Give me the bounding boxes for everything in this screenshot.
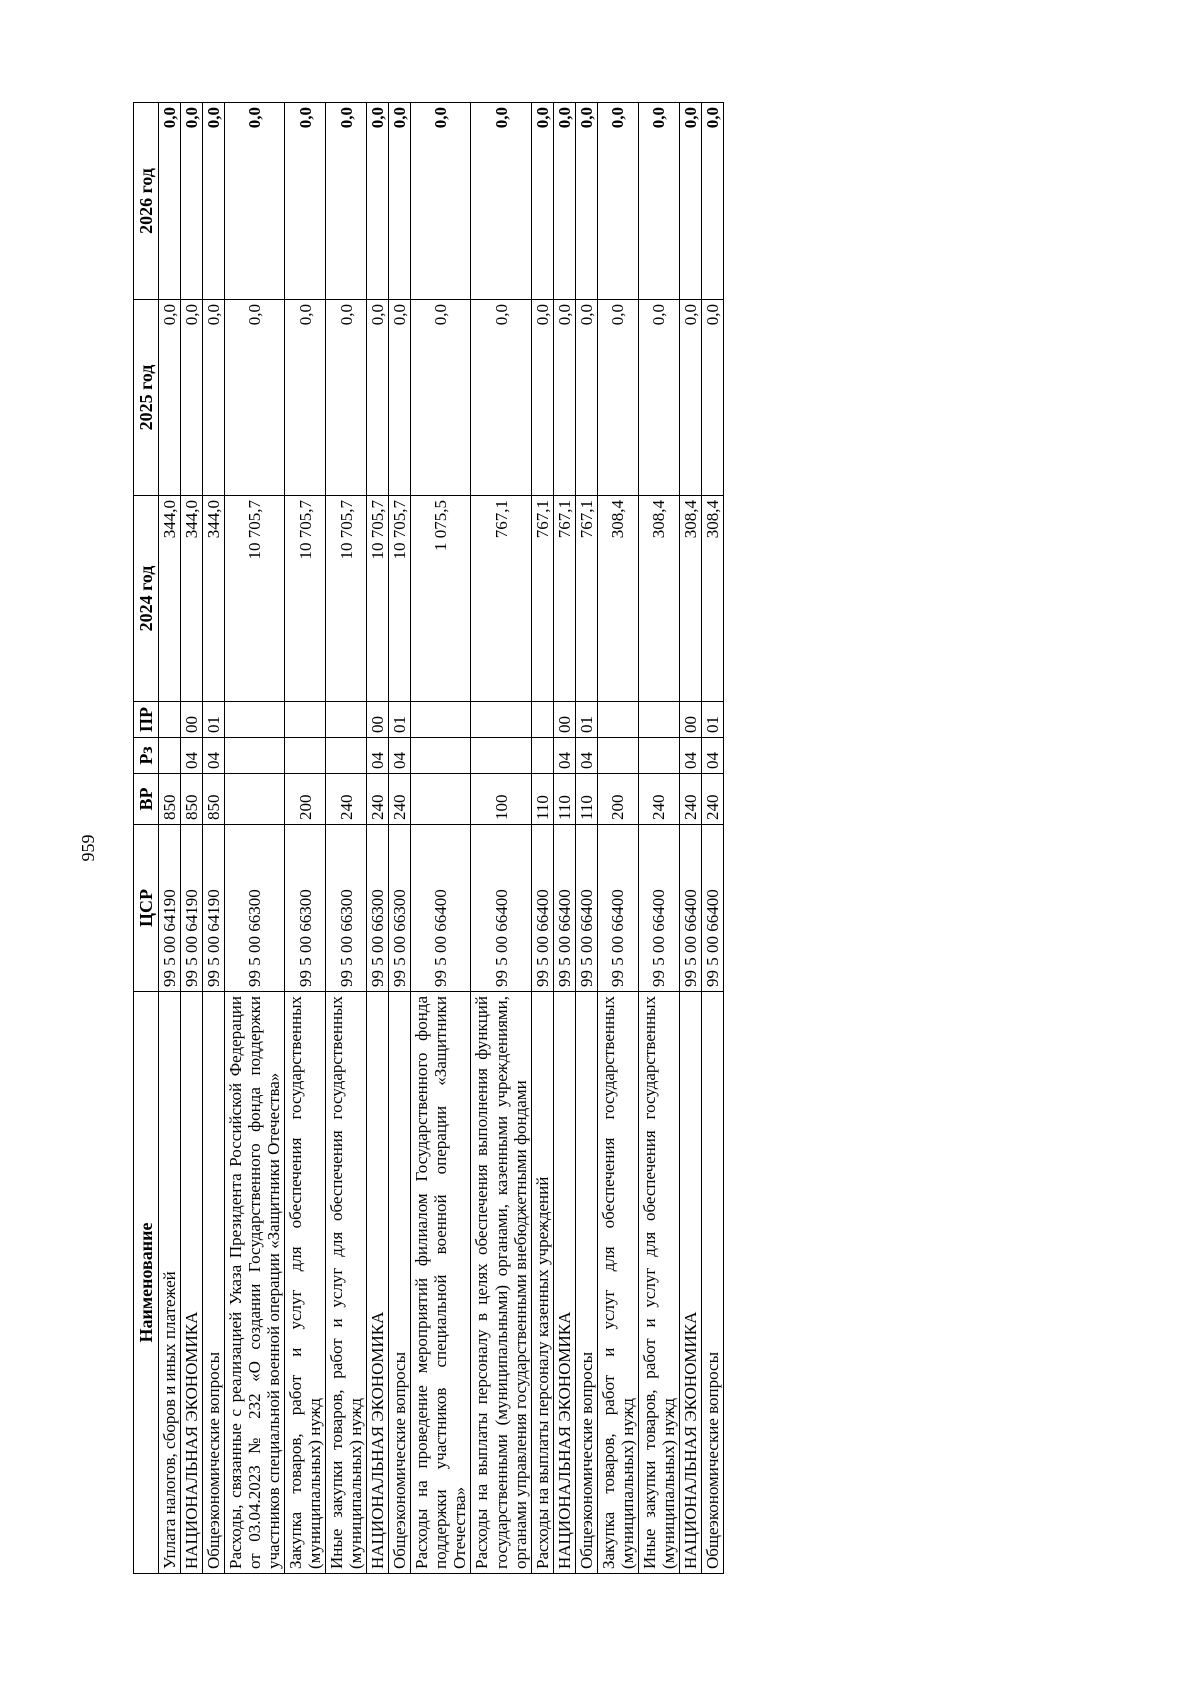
table-row	[679, 103, 701, 1574]
cell-csr: 99 5 00 66400	[553, 825, 575, 992]
cell-name: Расходы на проведение мероприятий филиалом Государственного фонда поддержки участников специальной военной операции «Защитники Отечества»	[411, 992, 471, 1574]
cell-name: Расходы на выплаты персоналу казенных учреждений	[531, 992, 553, 1574]
cell-rz	[597, 738, 638, 774]
cell-2026: 0,0	[471, 103, 531, 300]
cell-2025: 0,0	[701, 300, 723, 496]
cell-rz: 04	[181, 738, 203, 774]
cell-2024: 308,4	[679, 496, 701, 702]
cell-name: Расходы на выплаты персоналу в целях обеспечения выполнения функций государственными (муниципальными) органами, казенными учреждениями, органами управления государственными внебюджетными фондами	[471, 992, 531, 1574]
cell-2024: 308,4	[701, 496, 723, 702]
cell-rz	[638, 738, 679, 774]
cell-name: Иные закупки товаров, работ и услуг для обеспечения государственных (муниципальных) нужд	[326, 992, 367, 1574]
cell-2024: 10 705,7	[225, 496, 285, 702]
cell-vr: 240	[638, 774, 679, 825]
cell-pr: 00	[367, 702, 389, 738]
cell-2025: 0,0	[411, 300, 471, 496]
cell-2026: 0,0	[389, 103, 411, 300]
cell-name: Уплата налогов, сборов и иных платежей	[159, 992, 181, 1574]
table-row	[531, 103, 553, 1574]
cell-name: НАЦИОНАЛЬНАЯ ЭКОНОМИКА	[553, 992, 575, 1574]
cell-name: Общеэкономические вопросы	[203, 992, 225, 1574]
cell-name: Общеэкономические вопросы	[701, 992, 723, 1574]
cell-2025: 0,0	[638, 300, 679, 496]
cell-name: Общеэкономические вопросы	[575, 992, 597, 1574]
page-number: 959	[78, 834, 98, 862]
cell-pr: 00	[679, 702, 701, 738]
table-row	[225, 103, 285, 1574]
cell-csr: 99 5 00 66400	[701, 825, 723, 992]
cell-pr	[531, 702, 553, 738]
cell-csr: 99 5 00 66300	[389, 825, 411, 992]
cell-2024: 308,4	[638, 496, 679, 702]
table-row	[471, 103, 531, 1574]
cell-2025: 0,0	[531, 300, 553, 496]
table-row	[367, 103, 389, 1574]
cell-rz	[285, 738, 326, 774]
table-row	[203, 103, 225, 1574]
cell-2025: 0,0	[326, 300, 367, 496]
cell-csr: 99 5 00 66400	[575, 825, 597, 992]
cell-2026: 0,0	[285, 103, 326, 300]
cell-pr: 01	[575, 702, 597, 738]
cell-vr: 240	[679, 774, 701, 825]
cell-vr: 200	[285, 774, 326, 825]
cell-2025: 0,0	[159, 300, 181, 496]
cell-rz: 04	[553, 738, 575, 774]
cell-2024: 344,0	[203, 496, 225, 702]
cell-csr: 99 5 00 66400	[471, 825, 531, 992]
cell-rz: 04	[575, 738, 597, 774]
cell-vr: 850	[181, 774, 203, 825]
header-row	[134, 103, 159, 1574]
cell-2025: 0,0	[389, 300, 411, 496]
table-row	[411, 103, 471, 1574]
cell-2024: 1 075,5	[411, 496, 471, 702]
cell-2026: 0,0	[553, 103, 575, 300]
cell-name: Расходы, связанные с реализацией Указа Президента Российской Федерации от 03.04.2023 № 232 «О создании Государственного фонда поддержки участников специальной военной операции «Защитники Отечества»	[225, 992, 285, 1574]
cell-vr: 850	[159, 774, 181, 825]
cell-csr: 99 5 00 66400	[411, 825, 471, 992]
cell-2026: 0,0	[575, 103, 597, 300]
cell-2024: 767,1	[471, 496, 531, 702]
header-pr: ПР	[134, 702, 159, 738]
cell-2026: 0,0	[679, 103, 701, 300]
cell-csr: 99 5 00 66400	[679, 825, 701, 992]
cell-2026: 0,0	[531, 103, 553, 300]
cell-pr	[326, 702, 367, 738]
cell-pr	[471, 702, 531, 738]
cell-vr: 110	[575, 774, 597, 825]
cell-2024: 10 705,7	[285, 496, 326, 702]
cell-2024: 767,1	[531, 496, 553, 702]
cell-rz	[411, 738, 471, 774]
cell-2025: 0,0	[553, 300, 575, 496]
cell-csr: 99 5 00 64190	[159, 825, 181, 992]
cell-2025: 0,0	[181, 300, 203, 496]
table-row	[575, 103, 597, 1574]
cell-2025: 0,0	[203, 300, 225, 496]
header-rz: Рз	[134, 738, 159, 774]
cell-2025: 0,0	[285, 300, 326, 496]
cell-csr: 99 5 00 66300	[225, 825, 285, 992]
cell-csr: 99 5 00 66400	[531, 825, 553, 992]
header-2024: 2024 год	[134, 496, 159, 702]
cell-2024: 767,1	[553, 496, 575, 702]
cell-rz	[531, 738, 553, 774]
cell-name: НАЦИОНАЛЬНАЯ ЭКОНОМИКА	[679, 992, 701, 1574]
cell-pr	[159, 702, 181, 738]
cell-vr: 110	[553, 774, 575, 825]
cell-2025: 0,0	[575, 300, 597, 496]
cell-2026: 0,0	[203, 103, 225, 300]
cell-csr: 99 5 00 66300	[285, 825, 326, 992]
cell-2026: 0,0	[159, 103, 181, 300]
cell-vr	[411, 774, 471, 825]
cell-vr: 200	[597, 774, 638, 825]
table-row	[553, 103, 575, 1574]
cell-name: Общеэкономические вопросы	[389, 992, 411, 1574]
cell-rz	[225, 738, 285, 774]
cell-2025: 0,0	[679, 300, 701, 496]
cell-2025: 0,0	[471, 300, 531, 496]
cell-csr: 99 5 00 66400	[597, 825, 638, 992]
cell-rz: 04	[389, 738, 411, 774]
cell-pr: 00	[553, 702, 575, 738]
cell-rz	[159, 738, 181, 774]
cell-vr	[225, 774, 285, 825]
header-csr: ЦСР	[134, 825, 159, 992]
cell-csr: 99 5 00 64190	[203, 825, 225, 992]
header-name: Наименование	[134, 992, 159, 1574]
cell-pr	[597, 702, 638, 738]
cell-2024: 767,1	[575, 496, 597, 702]
cell-vr: 240	[326, 774, 367, 825]
cell-2025: 0,0	[597, 300, 638, 496]
cell-vr: 240	[389, 774, 411, 825]
cell-vr: 110	[531, 774, 553, 825]
cell-name: НАЦИОНАЛЬНАЯ ЭКОНОМИКА	[181, 992, 203, 1574]
cell-pr: 01	[203, 702, 225, 738]
cell-pr	[285, 702, 326, 738]
cell-2026: 0,0	[701, 103, 723, 300]
table-row	[181, 103, 203, 1574]
cell-vr: 100	[471, 774, 531, 825]
cell-rz	[471, 738, 531, 774]
budget-table-rotated	[133, 103, 724, 1574]
table-row	[285, 103, 326, 1574]
cell-2026: 0,0	[411, 103, 471, 300]
cell-2025: 0,0	[225, 300, 285, 496]
cell-2024: 10 705,7	[367, 496, 389, 702]
cell-rz: 04	[679, 738, 701, 774]
header-2026: 2026 год	[134, 103, 159, 300]
header-2025: 2025 год	[134, 300, 159, 496]
budget-table	[133, 102, 724, 1574]
cell-vr: 240	[701, 774, 723, 825]
header-vr: ВР	[134, 774, 159, 825]
cell-vr: 850	[203, 774, 225, 825]
cell-pr	[638, 702, 679, 738]
cell-rz: 04	[203, 738, 225, 774]
cell-2024: 10 705,7	[389, 496, 411, 702]
cell-2024: 344,0	[181, 496, 203, 702]
table-row	[597, 103, 638, 1574]
cell-name: Закупка товаров, работ и услуг для обеспечения государственных (муниципальных) нужд	[285, 992, 326, 1574]
table-row	[159, 103, 181, 1574]
cell-csr: 99 5 00 66300	[367, 825, 389, 992]
cell-rz	[326, 738, 367, 774]
cell-2024: 10 705,7	[326, 496, 367, 702]
cell-csr: 99 5 00 66400	[638, 825, 679, 992]
cell-name: Иные закупки товаров, работ и услуг для обеспечения государственных (муниципальных) нужд	[638, 992, 679, 1574]
cell-2026: 0,0	[181, 103, 203, 300]
cell-pr	[225, 702, 285, 738]
table-row	[638, 103, 679, 1574]
cell-2024: 308,4	[597, 496, 638, 702]
table-row	[701, 103, 723, 1574]
cell-rz: 04	[701, 738, 723, 774]
cell-pr: 01	[701, 702, 723, 738]
cell-2024: 344,0	[159, 496, 181, 702]
cell-csr: 99 5 00 64190	[181, 825, 203, 992]
cell-pr: 00	[181, 702, 203, 738]
table-row	[326, 103, 367, 1574]
cell-pr	[411, 702, 471, 738]
cell-2026: 0,0	[367, 103, 389, 300]
cell-name: НАЦИОНАЛЬНАЯ ЭКОНОМИКА	[367, 992, 389, 1574]
cell-csr: 99 5 00 66300	[326, 825, 367, 992]
cell-2026: 0,0	[597, 103, 638, 300]
cell-name: Закупка товаров, работ и услуг для обеспечения государственных (муниципальных) нужд	[597, 992, 638, 1574]
cell-vr: 240	[367, 774, 389, 825]
table-row	[389, 103, 411, 1574]
cell-2026: 0,0	[638, 103, 679, 300]
cell-2026: 0,0	[225, 103, 285, 300]
cell-pr: 01	[389, 702, 411, 738]
cell-rz: 04	[367, 738, 389, 774]
cell-2026: 0,0	[326, 103, 367, 300]
cell-2025: 0,0	[367, 300, 389, 496]
